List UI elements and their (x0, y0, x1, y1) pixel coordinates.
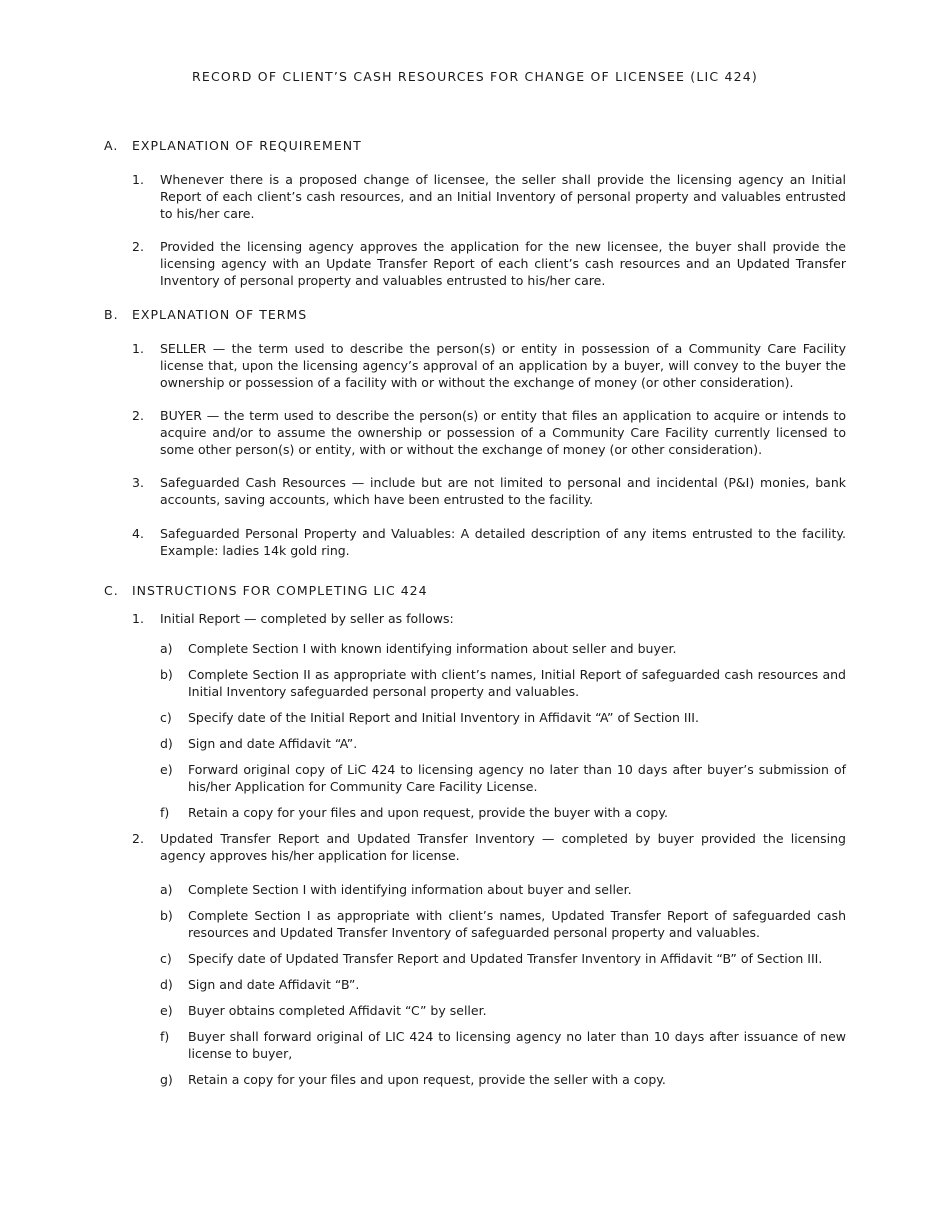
item-number: 3. (132, 475, 144, 490)
section-c-heading (104, 583, 428, 598)
section-b-item-4 (132, 525, 846, 559)
item-text: BUYER — the term used to describe the person(s) or entity that files an application to acquire or intends to acquire and/or to assume the ownership or possession of a Community Care Facility currently licensed to some other person(s) or entity, with or without the exchange of money (or other consideration). (160, 408, 846, 457)
section-c-item-1 (132, 610, 846, 627)
section-b-item-2 (132, 407, 846, 458)
c1-sub-c (160, 709, 846, 726)
section-letter: B. (104, 307, 119, 322)
sub-text: Buyer shall forward original of LIC 424 to licensing agency no later than 10 days after issuance of new license to buyer, (188, 1029, 846, 1061)
sub-number: d) (160, 736, 173, 751)
section-b-item-3 (132, 474, 846, 508)
sub-number: b) (160, 908, 173, 923)
item-number: 1. (132, 341, 144, 356)
sub-text: Forward original copy of LiC 424 to licensing agency no later than 10 days after buyer’s submission of his/her Application for Community Care Facility License. (188, 762, 846, 794)
sub-text: Retain a copy for your files and upon request, provide the seller with a copy. (188, 1072, 666, 1087)
section-a-heading (104, 138, 362, 153)
c2-sub-b (160, 907, 846, 941)
item-number: 2. (132, 408, 144, 423)
section-b-item-1 (132, 340, 846, 391)
section-letter: A. (104, 138, 119, 153)
item-text: Whenever there is a proposed change of licensee, the seller shall provide the licensing agency an Initial Report of each client’s cash resources, and an Initial Inventory of personal property and valuables entrusted to his/her care. (160, 172, 846, 221)
sub-text: Specify date of Updated Transfer Report and Updated Transfer Inventory in Affidavit “B” of Section III. (188, 951, 823, 966)
item-text: Initial Report — completed by seller as follows: (160, 611, 454, 626)
section-title: INSTRUCTIONS FOR COMPLETING LIC 424 (132, 583, 428, 598)
section-a-item-2 (132, 238, 846, 289)
item-text: Updated Transfer Report and Updated Transfer Inventory — completed by buyer provided the licensing agency approves his/her application for license. (160, 831, 846, 863)
sub-text: Complete Section I with identifying information about buyer and seller. (188, 882, 632, 897)
item-number: 4. (132, 526, 144, 541)
sub-text: Complete Section I as appropriate with client’s names, Updated Transfer Report of safeguarded cash resources and Updated Transfer Inventory of safeguarded personal property and valuables. (188, 908, 846, 940)
c2-sub-c (160, 950, 846, 967)
sub-number: a) (160, 882, 173, 897)
section-letter: C. (104, 583, 119, 598)
section-title: EXPLANATION OF REQUIREMENT (132, 138, 362, 153)
c2-sub-e (160, 1002, 846, 1019)
sub-number: f) (160, 805, 170, 820)
c2-sub-g (160, 1071, 846, 1088)
sub-text: Complete Section I with known identifying information about seller and buyer. (188, 641, 677, 656)
sub-number: c) (160, 951, 172, 966)
c1-sub-b (160, 666, 846, 700)
sub-number: e) (160, 1003, 173, 1018)
item-text: SELLER — the term used to describe the person(s) or entity in possession of a Community Care Facility license that, upon the licensing agency’s approval of an application by a buyer, will convey to the buyer the ownership or possession of a facility with or without the exchange of money (or other consideration). (160, 341, 846, 390)
item-text: Safeguarded Cash Resources — include but are not limited to personal and incidental (P&I) monies, bank accounts, saving accounts, which have been entrusted to the facility. (160, 475, 846, 507)
c2-sub-d (160, 976, 846, 993)
c1-sub-e (160, 761, 846, 795)
c2-sub-a (160, 881, 846, 898)
sub-number: c) (160, 710, 172, 725)
sub-text: Retain a copy for your files and upon request, provide the buyer with a copy. (188, 805, 668, 820)
sub-number: e) (160, 762, 173, 777)
item-number: 1. (132, 172, 144, 187)
item-number: 2. (132, 239, 144, 254)
sub-number: g) (160, 1072, 173, 1087)
item-number: 2. (132, 831, 144, 846)
c1-sub-a (160, 640, 846, 657)
section-title: EXPLANATION OF TERMS (132, 307, 308, 322)
sub-text: Buyer obtains completed Affidavit “C” by seller. (188, 1003, 487, 1018)
sub-number: d) (160, 977, 173, 992)
c1-sub-d (160, 735, 846, 752)
sub-number: a) (160, 641, 173, 656)
sub-text: Sign and date Affidavit “A”. (188, 736, 358, 751)
sub-text: Complete Section II as appropriate with client’s names, Initial Report of safeguarded cash resources and Initial Inventory safeguarded personal property and valuables. (188, 667, 846, 699)
c1-sub-f (160, 804, 846, 821)
sub-number: b) (160, 667, 173, 682)
item-number: 1. (132, 611, 144, 626)
section-c-item-2 (132, 830, 846, 864)
section-b-heading (104, 307, 307, 322)
c2-sub-f (160, 1028, 846, 1062)
section-a-item-1 (132, 171, 846, 222)
item-text: Safeguarded Personal Property and Valuables: A detailed description of any items entrusted to the facility. Example: ladies 14k gold ring. (160, 526, 846, 558)
sub-text: Specify date of the Initial Report and Initial Inventory in Affidavit “A” of Section III. (188, 710, 699, 725)
sub-text: Sign and date Affidavit “B”. (188, 977, 360, 992)
page-title: RECORD OF CLIENT’S CASH RESOURCES FOR CHANGE OF LICENSEE (LIC 424) (191, 69, 759, 84)
item-text: Provided the licensing agency approves the application for the new licensee, the buyer shall provide the licensing agency with an Update Transfer Report of each client’s cash resources and an Updated Transfer Inventory of personal property and valuables entrusted to his/her care. (160, 239, 846, 288)
sub-number: f) (160, 1029, 170, 1044)
